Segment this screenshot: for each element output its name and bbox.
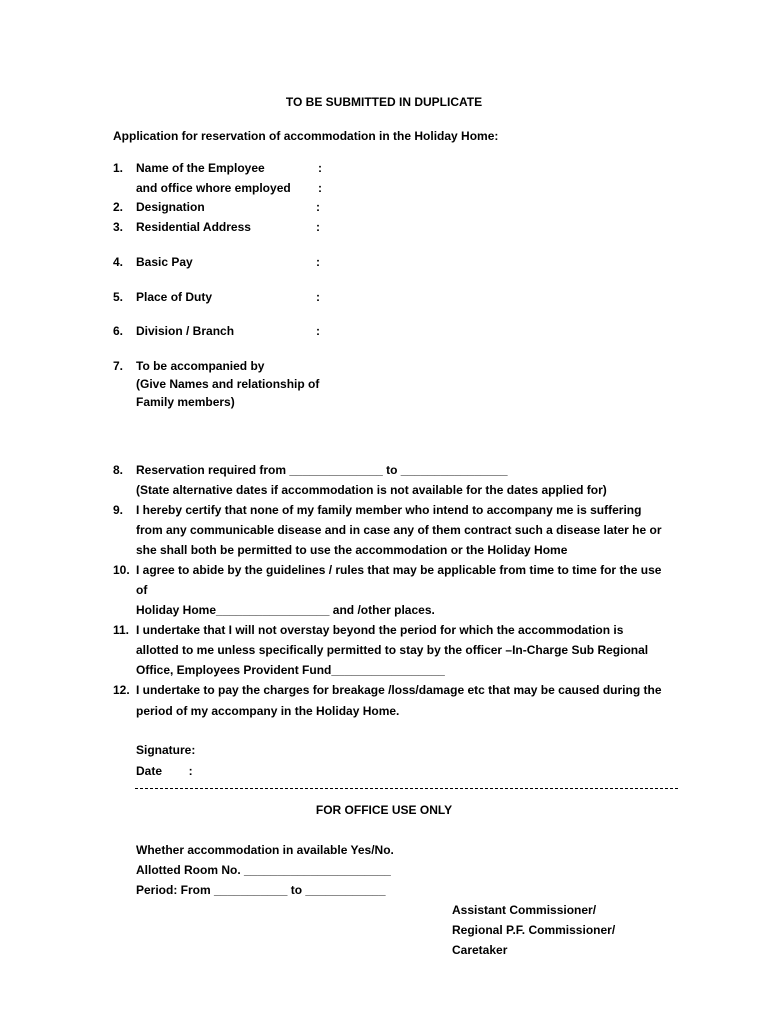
item-label: Division / Branch [136, 324, 235, 338]
item-number: 3. [113, 220, 124, 234]
signature-label: Signature: [136, 743, 196, 757]
item-number: 1. [113, 161, 124, 175]
item-label: and office whore employed [136, 181, 291, 195]
date-label: Date : [136, 764, 193, 778]
item-colon: : [316, 324, 320, 338]
item-number: 4. [113, 255, 124, 269]
item-label: Reservation required from ______________ to ________________ [136, 463, 508, 477]
item-label: I hereby certify that none of my family member who intend to accompany me is suffering [136, 503, 642, 517]
item-number: 6. [113, 324, 124, 338]
item-colon: : [318, 181, 322, 195]
item-label: I agree to abide by the guidelines / rules that may be applicable from time to time for the use [136, 563, 662, 577]
item-number: 10. [113, 563, 130, 577]
item-colon: : [318, 161, 322, 175]
allotted-room-line: Allotted Room No. ______________________ [136, 863, 391, 877]
item-label: allotted to me unless specifically permitted to stay by the officer –In-Charge Sub Regional [136, 643, 649, 657]
item-label: Holiday Home_________________ and /other places. [136, 603, 435, 617]
section-divider [135, 788, 678, 789]
accommodation-availability-line: Whether accommodation in available Yes/No. [136, 843, 394, 857]
item-number: 5. [113, 290, 124, 304]
item-label: Residential Address [136, 220, 251, 234]
form-heading: TO BE SUBMITTED IN DUPLICATE [285, 95, 483, 109]
item-number: 12. [113, 683, 130, 697]
item-number: 7. [113, 359, 124, 373]
item-label: Office, Employees Provident Fund_________________ [136, 663, 445, 677]
item-label: Place of Duty [136, 290, 213, 304]
item-number: 8. [113, 463, 124, 477]
item-label: she shall both be permitted to use the accommodation or the Holiday Home [136, 543, 568, 557]
item-label: Designation [136, 200, 205, 214]
item-label: I undertake that I will not overstay beyond the period for which the accommodation is [136, 623, 624, 637]
item-number: 2. [113, 200, 124, 214]
item-colon: : [316, 290, 320, 304]
form-intro: Application for reservation of accommodation in the Holiday Home: [113, 129, 499, 143]
item-label: Family members) [136, 395, 235, 409]
item-label: I undertake to pay the charges for breakage /loss/damage etc that may be caused during the [136, 683, 662, 697]
item-label: (State alternative dates if accommodation is not available for the dates applied for) [136, 483, 607, 497]
office-use-heading: FOR OFFICE USE ONLY [315, 803, 453, 817]
item-label: To be accompanied by [136, 359, 265, 373]
item-label: of [136, 583, 148, 597]
item-label: Name of the Employee [136, 161, 265, 175]
signatory-line: Caretaker [452, 943, 508, 957]
item-colon: : [316, 200, 320, 214]
item-label: from any communicable disease and in case any of them contract such a disease later he or [136, 523, 662, 537]
item-label: (Give Names and relationship of [136, 377, 320, 391]
period-line: Period: From ___________ to ____________ [136, 883, 386, 897]
signatory-line: Assistant Commissioner/ [452, 903, 597, 917]
signatory-line: Regional P.F. Commissioner/ [452, 923, 616, 937]
item-colon: : [316, 220, 320, 234]
item-label: Basic Pay [136, 255, 193, 269]
item-colon: : [316, 255, 320, 269]
item-number: 11. [113, 623, 130, 637]
item-label: period of my accompany in the Holiday Home. [136, 704, 400, 718]
item-number: 9. [113, 503, 124, 517]
